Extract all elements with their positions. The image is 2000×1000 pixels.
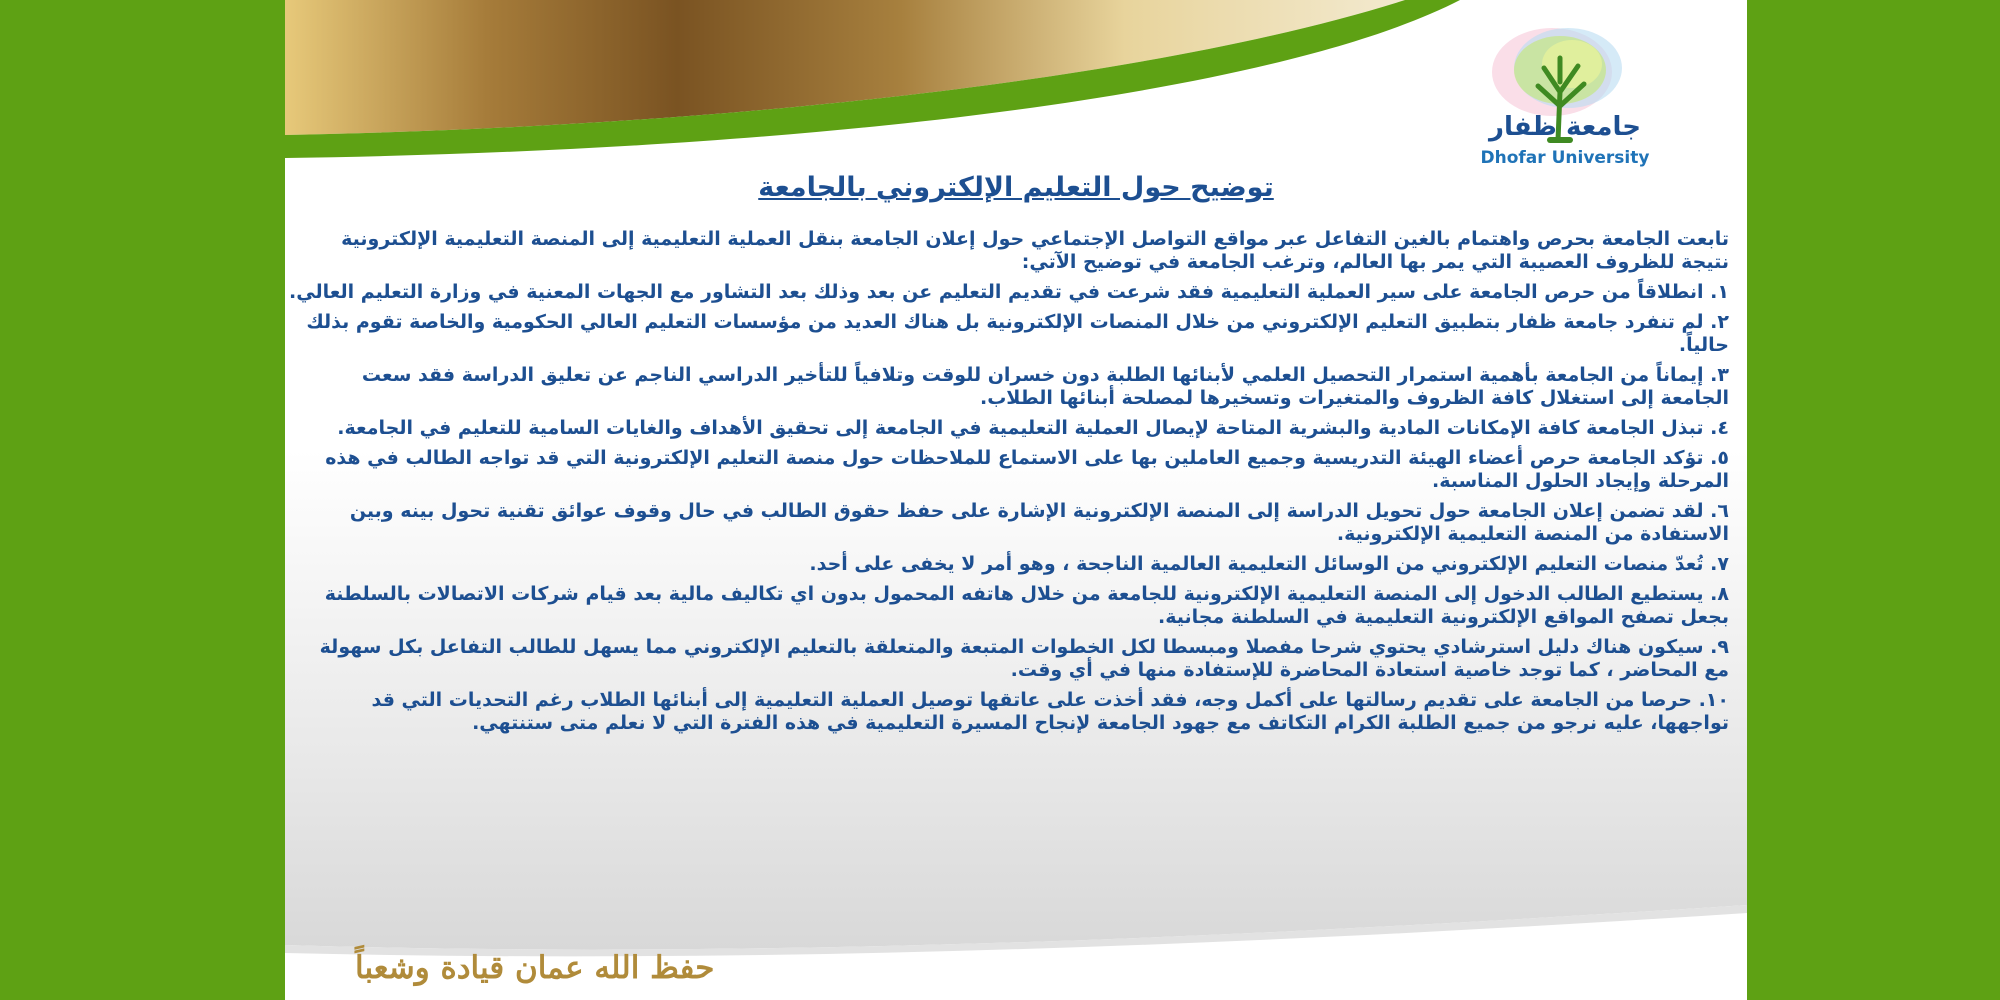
- logo-arabic-name: جامعة ظفار: [1488, 112, 1642, 142]
- point-4: ٤. تبذل الجامعة كافة الإمكانات المادية والبشرية المتاحة لإيصال العملية التعليمية في الجامعة إلى تحقيق الأهداف والغايات السامية للتعليم في الجامعة.: [337, 417, 1729, 439]
- page-title: توضيح حول التعليم الإلكتروني بالجامعة: [758, 172, 1274, 203]
- point-1: ١. انطلاقاً من حرص الجامعة على سير العملية التعليمية فقد شرعت في تقديم التعليم عن بعد وذلك بعد التشاور مع الجهات المعنية في وزارة التعليم العالي.: [289, 281, 1729, 303]
- point-3: ٣. إيماناً من الجامعة بأهمية استمرار التحصيل العلمي لأبنائها الطلبة دون خسران للوقت وتلافياً للتأخير الدراسي الناجم عن تعليق الدراسة فقد سعت الجامعة إلى استغلال كافة الظروف والمتغيرات وتسخيرها لمصلحة أبنائها الطلاب.: [361, 364, 1729, 409]
- point-9-emphasis: كما توجد خاصية استعادة المحاضرة للإستفادة منها في أي وقت.: [1010, 659, 1600, 681]
- point-5: ٥. تؤكد الجامعة حرص أعضاء الهيئة التدريسية وجميع العاملين بها على الاستماع للملاحظات حول منصة التعليم الإلكترونية التي قد تواجه الطالب في هذه المرحلة وإيجاد الحلول المناسبة.: [325, 447, 1729, 492]
- statement-document: [285, 0, 1747, 1000]
- point-2: ٢. لم تنفرد جامعة ظفار بتطبيق التعليم الإلكتروني من خلال المنصات الإلكترونية بل هناك العديد من مؤسسات التعليم العالي الحكومية والخاصة تقوم بذلك حالياً.: [306, 311, 1729, 356]
- point-7: ٧. تُعدّ منصات التعليم الإلكتروني من الوسائل التعليمية العالمية الناجحة ، وهو أمر لا يخفى على أحد.: [809, 553, 1729, 575]
- statement-body: [289, 228, 1729, 742]
- intro-paragraph: تابعت الجامعة بحرص واهتمام بالغين التفاعل عبر مواقع التواصل الإجتماعي حول إعلان الجامعة بنقل العملية التعليمية إلى المنصة التعليمية الإلكترونية نتيجة للظروف العصيبة التي يمر بها العالم، وترغب الجامعة في توضيح الآتي:: [341, 228, 1729, 273]
- point-10: ١٠. حرصا من الجامعة على تقديم رسالتها على أكمل وجه، فقد أخذت على عاتقها توصيل العملية التعليمية إلى أبنائها الطلاب رغم التحديات التي قد تواجهها، عليه نرجو من جميع الطلبة الكرام التكاتف مع جهود الجامعة لإنجاح المسيرة التعليمية في هذه الفترة التي لا نعلم متى ستنتهي.: [371, 689, 1729, 734]
- point-9: [289, 636, 1729, 682]
- point-8: ٨. يستطيع الطالب الدخول إلى المنصة التعليمية الإلكترونية للجامعة من خلال هاتفه المحمول بدون اي تكاليف مالية بعد قيام شركات الاتصالات بالسلطنة بجعل تصفح المواقع الإلكترونية التعليمية في السلطنة مجانية.: [324, 583, 1729, 628]
- point-6: ٦. لقد تضمن إعلان الجامعة حول تحويل الدراسة إلى المنصة الإلكترونية الإشارة على حفظ حقوق الطالب في حال وقوف عوائق تقنية تحول بينه وبين الاستفادة من المنصة التعليمية الإلكترونية.: [349, 500, 1729, 545]
- logo-english-name: Dhofar University: [1480, 148, 1650, 168]
- motto: حفظ الله عمان قيادة وشعباً: [355, 950, 715, 986]
- point-9-text: ٩. سيكون هناك دليل استرشادي يحتوي شرحا مفصلا ومبسطا لكل الخطوات المتبعة والمتعلقة بالتعليم الإلكتروني مما يسهل للطالب التفاعل بكل سهولة مع المحاضر ،: [319, 636, 1729, 681]
